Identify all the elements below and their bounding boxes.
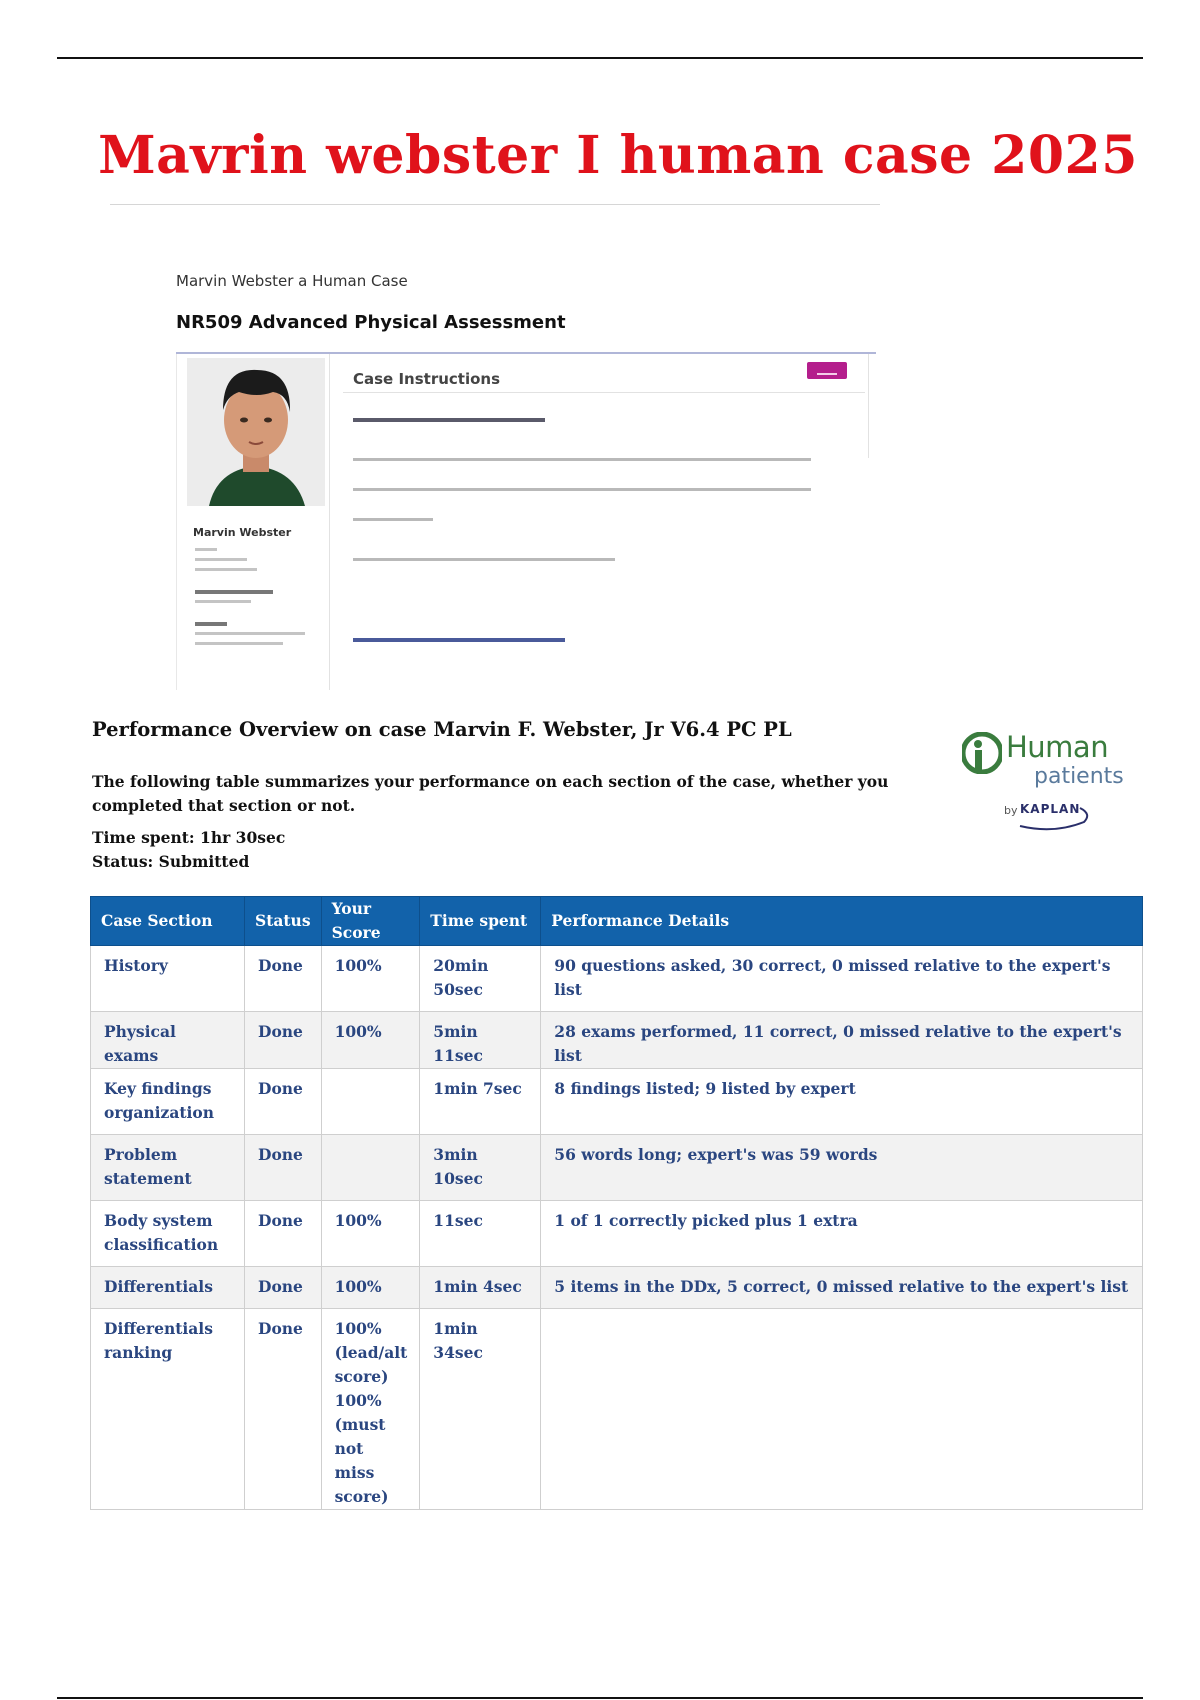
cell-time: 1min 34sec bbox=[420, 1309, 541, 1510]
cell-score: 100% bbox=[321, 946, 420, 1012]
header-case-section: Case Section bbox=[91, 897, 245, 946]
cell-score: 100% (lead/alt score) 100% (must not miss score) bbox=[321, 1309, 420, 1510]
cell-score bbox=[321, 1069, 420, 1135]
logo-patients-text: patients bbox=[1034, 764, 1124, 789]
overview-description: The following table summarizes your performance on each section of the case, whether you completed that section or not. bbox=[92, 772, 889, 815]
instruction-text-line bbox=[353, 518, 433, 521]
table-row bbox=[91, 1267, 1143, 1309]
cell-section: Body system classification bbox=[91, 1201, 245, 1267]
table-row bbox=[91, 1309, 1143, 1510]
table-row bbox=[91, 1069, 1143, 1135]
location-value-line bbox=[195, 642, 283, 645]
cell-status: Done bbox=[245, 1012, 322, 1069]
cell-score: 100% bbox=[321, 1012, 420, 1069]
cell-status: Done bbox=[245, 946, 322, 1012]
case-screenshot bbox=[176, 268, 876, 688]
case-setup-link[interactable] bbox=[353, 638, 565, 642]
cell-score: 100% bbox=[321, 1201, 420, 1267]
header-performance-details: Performance Details bbox=[541, 897, 1143, 946]
table-row bbox=[91, 1012, 1143, 1069]
performance-table bbox=[90, 896, 1143, 1510]
document-title: Mavrin webster I human case 2025 bbox=[98, 125, 1138, 186]
header-your-score: Your Score bbox=[321, 897, 420, 946]
logo-by-text: by bbox=[1004, 804, 1018, 817]
location-value-line bbox=[195, 632, 305, 635]
screenshot-caption: Marvin Webster a Human Case bbox=[176, 272, 408, 290]
submission-status: Status: Submitted bbox=[92, 852, 250, 871]
practice-case-line bbox=[353, 418, 545, 422]
reason-label-line bbox=[195, 590, 273, 594]
logo-kaplan-text: KAPLAN bbox=[1020, 802, 1081, 816]
cell-status: Done bbox=[245, 1267, 322, 1309]
kaplan-swoosh-icon bbox=[1014, 806, 1092, 832]
cell-details bbox=[541, 1309, 1143, 1510]
cell-time: 11sec bbox=[420, 1201, 541, 1267]
cell-section: Differentials bbox=[91, 1267, 245, 1309]
cell-section: Key findings organization bbox=[91, 1069, 245, 1135]
logo-human-text: Human bbox=[1006, 730, 1109, 764]
cell-time: 20min 50sec bbox=[420, 946, 541, 1012]
instructions-heading: Case Instructions bbox=[353, 370, 501, 388]
cell-time: 5min 11sec bbox=[420, 1012, 541, 1069]
ihuman-logo-icon bbox=[962, 732, 1002, 774]
patient-portrait-icon bbox=[187, 358, 325, 506]
patient-info-line bbox=[195, 558, 247, 561]
patient-info-line bbox=[195, 568, 257, 571]
table-header-row bbox=[91, 897, 1143, 946]
cell-status: Done bbox=[245, 1201, 322, 1267]
case-frame bbox=[176, 352, 876, 690]
cell-section: Differentials ranking bbox=[91, 1309, 245, 1510]
patient-avatar bbox=[187, 358, 325, 506]
cell-details: 28 exams performed, 11 correct, 0 missed relative to the expert's list bbox=[541, 1012, 1143, 1069]
overview-title: Performance Overview on case Marvin F. Webster, Jr V6.4 PC PL bbox=[92, 718, 792, 741]
cell-section: Physical exams bbox=[91, 1012, 245, 1069]
cell-details: 1 of 1 correctly picked plus 1 extra bbox=[541, 1201, 1143, 1267]
cell-details: 5 items in the DDx, 5 correct, 0 missed relative to the expert's list bbox=[541, 1267, 1143, 1309]
cell-status: Done bbox=[245, 1069, 322, 1135]
course-title: NR509 Advanced Physical Assessment bbox=[176, 312, 566, 333]
table-row bbox=[91, 1201, 1143, 1267]
cell-score bbox=[321, 1135, 420, 1201]
cell-time: 3min 10sec bbox=[420, 1135, 541, 1201]
cell-status: Done bbox=[245, 1135, 322, 1201]
header-status: Status bbox=[245, 897, 322, 946]
instructions-divider bbox=[343, 392, 865, 393]
cell-details: 8 findings listed; 9 listed by expert bbox=[541, 1069, 1143, 1135]
patient-name: Marvin Webster bbox=[193, 526, 292, 539]
title-underline bbox=[110, 204, 880, 205]
cell-section: History bbox=[91, 946, 245, 1012]
cell-time: 1min 4sec bbox=[420, 1267, 541, 1309]
patient-panel bbox=[176, 354, 330, 690]
instruction-text-line bbox=[353, 558, 615, 561]
cell-details: 56 words long; expert's was 59 words bbox=[541, 1135, 1143, 1201]
patient-info-line bbox=[195, 548, 217, 551]
table-row bbox=[91, 1135, 1143, 1201]
instruction-text-line bbox=[353, 458, 811, 461]
reason-value-line bbox=[195, 600, 251, 603]
table-row bbox=[91, 946, 1143, 1012]
start-case-button[interactable] bbox=[807, 362, 847, 379]
instructions-panel bbox=[329, 354, 876, 690]
location-label-line bbox=[195, 622, 227, 626]
bottom-rule bbox=[57, 1697, 1143, 1699]
cell-time: 1min 7sec bbox=[420, 1069, 541, 1135]
time-spent: Time spent: 1hr 30sec bbox=[92, 828, 286, 847]
cell-section: Problem statement bbox=[91, 1135, 245, 1201]
ihuman-kaplan-logo bbox=[962, 732, 1132, 832]
instruction-text-line bbox=[353, 488, 811, 491]
cell-score: 100% bbox=[321, 1267, 420, 1309]
cell-status: Done bbox=[245, 1309, 322, 1510]
cell-details: 90 questions asked, 30 correct, 0 missed relative to the expert's list bbox=[541, 946, 1143, 1012]
instructions-side-divider bbox=[868, 354, 869, 458]
header-time-spent: Time spent bbox=[420, 897, 541, 946]
top-rule bbox=[57, 57, 1143, 59]
